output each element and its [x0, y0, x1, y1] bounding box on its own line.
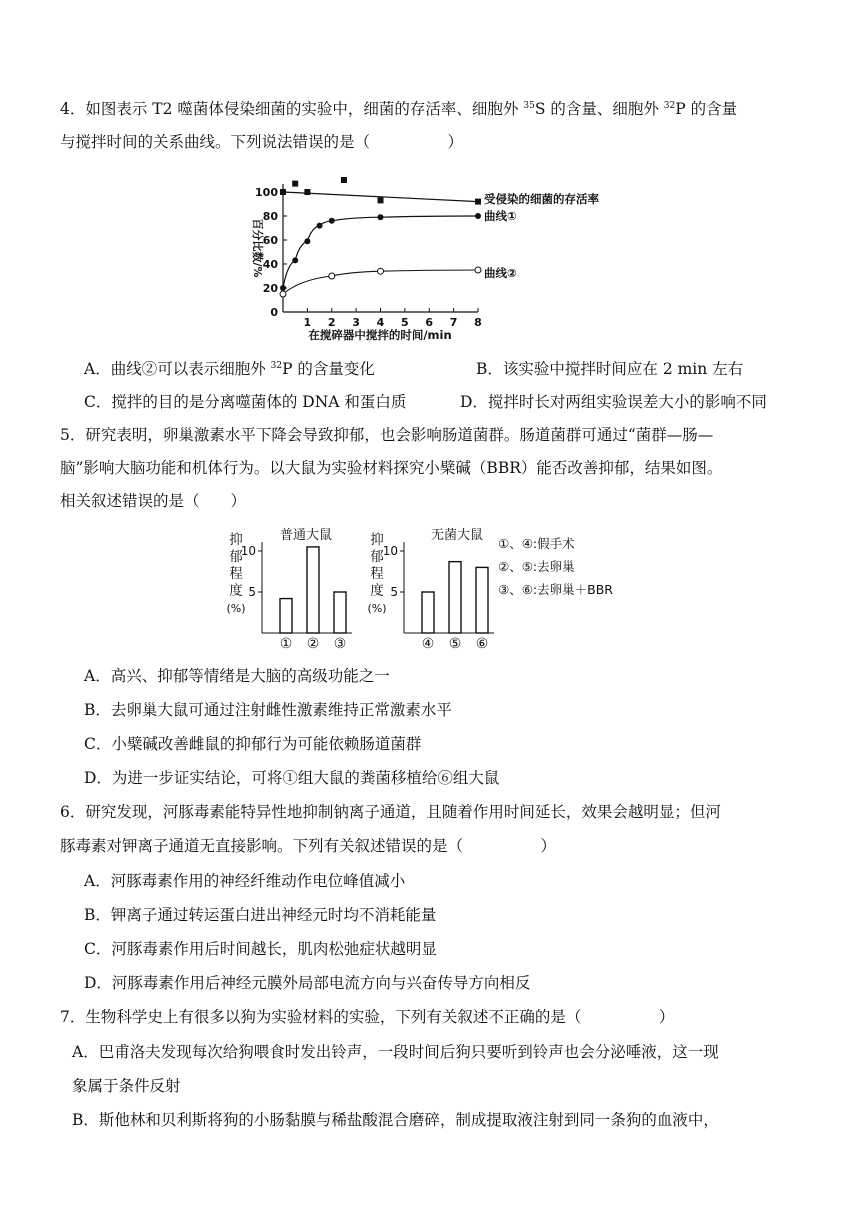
- q4-option-a[interactable]: A．曲线②可以表示细胞外 $^{32}$P 的含量变化: [84, 360, 375, 378]
- q4-y-tick-label: 20: [262, 282, 278, 295]
- q5-legend-item: ②、⑤:去卵巢: [498, 559, 575, 574]
- q4-curve1-line: [283, 216, 478, 288]
- q5-bar: [422, 592, 434, 633]
- q4-label-curve2: 曲线②: [484, 266, 517, 280]
- q5-category-label: ③: [333, 636, 347, 652]
- q6-option-d[interactable]: D．河豚毒素作用后神经元膜外局部电流方向与兴奋传导方向相反: [84, 974, 531, 992]
- q5-y-label-char: (%): [226, 602, 246, 615]
- q5-y-tick-label: 10: [240, 544, 256, 558]
- q6-option-a[interactable]: A．河豚毒素作用的神经纤维动作电位峰值减小: [84, 872, 406, 890]
- q5-category-label: ④: [421, 636, 435, 652]
- q4-survival-point: [341, 177, 347, 183]
- q4-curve1-point: [317, 223, 323, 229]
- q4-curve2-point: [280, 291, 286, 297]
- q5-y-label-char: 抑: [370, 532, 384, 548]
- q5-y-label-char: (%): [367, 602, 387, 615]
- q5-option-c[interactable]: C．小檗碱改善雌鼠的抑郁行为可能依赖肠道菌群: [84, 735, 422, 753]
- q5-y-label-char: 程: [370, 566, 384, 582]
- q4-survival-point: [304, 189, 310, 195]
- q4-label-survival: 受侵染的细菌的存活率: [484, 192, 599, 206]
- q4-x-tick-label: 5: [401, 316, 409, 329]
- q4-curve1-point: [304, 238, 310, 244]
- q5-category-label: ⑥: [475, 636, 489, 652]
- q4-curve1-point: [475, 213, 481, 219]
- q5-y-label-char: 度: [229, 583, 243, 599]
- q4-curve1-point: [329, 218, 335, 224]
- q5-bar: [334, 592, 346, 633]
- q5-y-label-char: 郁: [229, 549, 243, 565]
- q4-curve1-point: [280, 285, 286, 291]
- q7-option-a-line2: 象属于条件反射: [72, 1077, 181, 1095]
- q4-y-label: 百分比数/%: [251, 218, 264, 278]
- q6-option-c[interactable]: C．河豚毒素作用后时间越长，肌肉松弛症状越明显: [84, 940, 437, 958]
- q4-survival-point: [378, 197, 384, 203]
- q4-option-d[interactable]: D．搅拌时长对两组实验误差大小的影响不同: [460, 393, 767, 411]
- q4-y-tick-label: 60: [262, 234, 278, 247]
- q4-stem-line1: 4．如图表示 T2 噬菌体侵染细菌的实验中，细菌的存活率、细胞外 $^{35}$S 的含量、细胞外 $^{32}$P 的含量: [60, 100, 738, 118]
- q5-bar: [307, 547, 319, 633]
- q4-y-tick-label: 40: [262, 258, 278, 271]
- q5-y-label-char: 度: [370, 583, 384, 599]
- q5-legend-item: ①、④:假手术: [498, 536, 575, 551]
- q4-stem-line2: 与搅拌时间的关系曲线。下列说法错误的是（ ）: [60, 133, 464, 151]
- q4-survival-point: [475, 199, 481, 205]
- q4-x-tick-label: 8: [474, 316, 482, 329]
- q4-curve2-point: [378, 268, 384, 274]
- q4-chart: [232, 172, 632, 347]
- q4-label-curve1: 曲线①: [484, 209, 517, 223]
- q4-x-tick-label: 4: [376, 316, 385, 329]
- q6-stem-line1: 6．研究发现，河豚毒素能特异性地抑制钠离子通道，且随着作用时间延长，效果会越明显；但河: [60, 803, 721, 821]
- q4-y-tick-label: 80: [262, 210, 278, 223]
- q5-title-right: 无菌大鼠: [430, 528, 484, 543]
- q5-y-tick-label: 5: [390, 585, 398, 599]
- q5-option-a[interactable]: A．高兴、抑郁等情绪是大脑的高级功能之一: [84, 667, 390, 685]
- q4-x-tick-label: 6: [425, 316, 434, 329]
- q4-curve1-point: [292, 257, 298, 263]
- q4-x-label: 在搅碎器中搅拌的时间/min: [308, 328, 452, 342]
- q5-option-b[interactable]: B．去卵巢大鼠可通过注射雌性激素维持正常激素水平: [84, 701, 452, 719]
- q6-stem-line2: 豚毒素对钾离子通道无直接影响。下列有关叙述错误的是（ ）: [60, 837, 557, 855]
- q5-category-label: ②: [306, 636, 320, 652]
- q5-bar: [476, 567, 488, 633]
- q5-option-d[interactable]: D．为进一步证实结论，可将①组大鼠的粪菌移植给⑥组大鼠: [84, 769, 500, 787]
- q4-option-c[interactable]: C．搅拌的目的是分离噬菌体的 DNA 和蛋白质: [84, 393, 407, 411]
- q4-survival-point: [292, 181, 298, 187]
- q7-option-b-line1[interactable]: B．斯他林和贝利斯将狗的小肠黏膜与稀盐酸混合磨碎，制成提取液注射到同一条狗的血液中，: [72, 1111, 719, 1129]
- q4-x-tick-label: 2: [327, 316, 336, 329]
- q5-stem-line1: 5．研究表明，卵巢激素水平下降会导致抑郁，也会影响肠道菌群。肠道菌群可通过“菌群—肠—: [60, 426, 714, 444]
- q5-bar: [280, 599, 292, 633]
- q4-curve2-point: [329, 273, 335, 279]
- q5-y-label-char: 程: [229, 566, 243, 582]
- q4-curve2-point: [475, 267, 481, 273]
- q5-chart: [222, 520, 632, 655]
- q5-title-left: 普通大鼠: [279, 528, 333, 543]
- q5-y-label-char: 抑: [229, 532, 243, 548]
- q5-y-tick-label: 10: [382, 544, 398, 558]
- q5-y-label-char: 郁: [370, 549, 384, 565]
- q5-category-label: ①: [279, 636, 293, 652]
- q4-x-tick-label: 7: [449, 316, 458, 329]
- q4-x-tick-label: 3: [352, 316, 360, 329]
- q4-y-tick-label: 0: [270, 306, 278, 319]
- q5-legend-item: ③、⑥:去卵巢＋BBR: [498, 582, 613, 597]
- q5-stem-line3: 相关叙述错误的是（ ）: [60, 492, 247, 510]
- q7-stem-line1: 7．生物科学史上有很多以狗为实验材料的实验，下列有关叙述不正确的是（ ）: [60, 1008, 675, 1026]
- q4-survival-point: [280, 189, 286, 195]
- q4-x-tick-label: 1: [303, 316, 312, 329]
- q4-y-tick-label: 100: [255, 186, 278, 199]
- q4-curve1-point: [378, 214, 384, 220]
- q7-option-a-line1[interactable]: A．巴甫洛夫发现每次给狗喂食时发出铃声，一段时间后狗只要听到铃声也会分泌唾液，这一现: [72, 1043, 719, 1061]
- q4-option-b[interactable]: B．该实验中搅拌时间应在 2 min 左右: [476, 360, 744, 378]
- q5-stem-line2: 脑”影响大脑功能和机体行为。以大鼠为实验材料探究小檗碱（BBR）能否改善抑郁，结果如图。: [60, 459, 723, 477]
- q5-bar: [449, 562, 461, 633]
- q6-option-b[interactable]: B．钾离子通过转运蛋白进出神经元时均不消耗能量: [84, 906, 437, 924]
- q5-category-label: ⑤: [448, 636, 462, 652]
- q5-y-tick-label: 5: [248, 585, 256, 599]
